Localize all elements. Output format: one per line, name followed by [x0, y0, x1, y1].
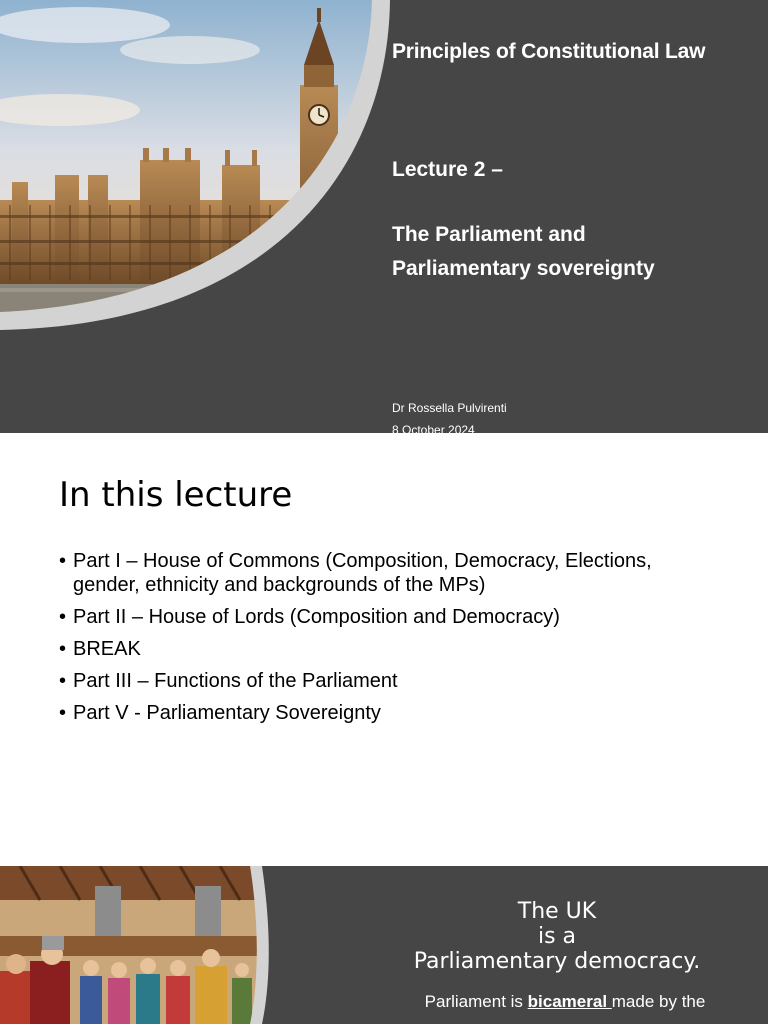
lecture-date: 8 October 2024	[392, 423, 475, 433]
agenda-item: • Part III – Functions of the Parliament	[59, 669, 699, 693]
agenda-list	[59, 549, 699, 733]
agenda-slide	[0, 433, 768, 866]
agenda-item: • Part V - Parliamentary Sovereignty	[59, 701, 699, 725]
body-text-end: made by the	[611, 992, 706, 1011]
medieval-parliament-illustration	[0, 866, 270, 1024]
palace-of-westminster-photo	[0, 0, 390, 330]
lecture-number: Lecture 2 –	[392, 158, 503, 181]
slide3-heading-line2: is a	[537, 924, 577, 949]
agenda-title: In this lecture	[59, 475, 293, 515]
parliament-slide	[0, 866, 768, 1024]
agenda-item: • BREAK	[59, 637, 699, 661]
lecture-subtitle-line2: Parliamentary sovereignty	[392, 257, 655, 280]
slide3-heading-line3: Parliamentary democracy.	[413, 949, 701, 974]
agenda-item: • Part II – House of Lords (Composition and Democracy)	[59, 605, 699, 629]
bicameral-term: bicameral	[527, 992, 612, 1011]
course-title: Principles of Constitutional Law	[392, 40, 706, 63]
title-slide	[0, 0, 768, 433]
lecture-subtitle	[392, 218, 752, 286]
agenda-item: • Part I – House of Commons (Composition, Democracy, Elections, gender, ethnicity and backgrounds of the MPs)	[59, 549, 699, 597]
slide3-body-text	[380, 992, 750, 1012]
author-name: Dr Rossella Pulvirenti	[392, 401, 507, 415]
slide3-heading	[370, 899, 744, 974]
lecture-subtitle-line1: The Parliament and	[392, 223, 586, 246]
body-text-start: Parliament is	[424, 992, 528, 1011]
slide3-heading-line1: The UK	[517, 899, 597, 924]
